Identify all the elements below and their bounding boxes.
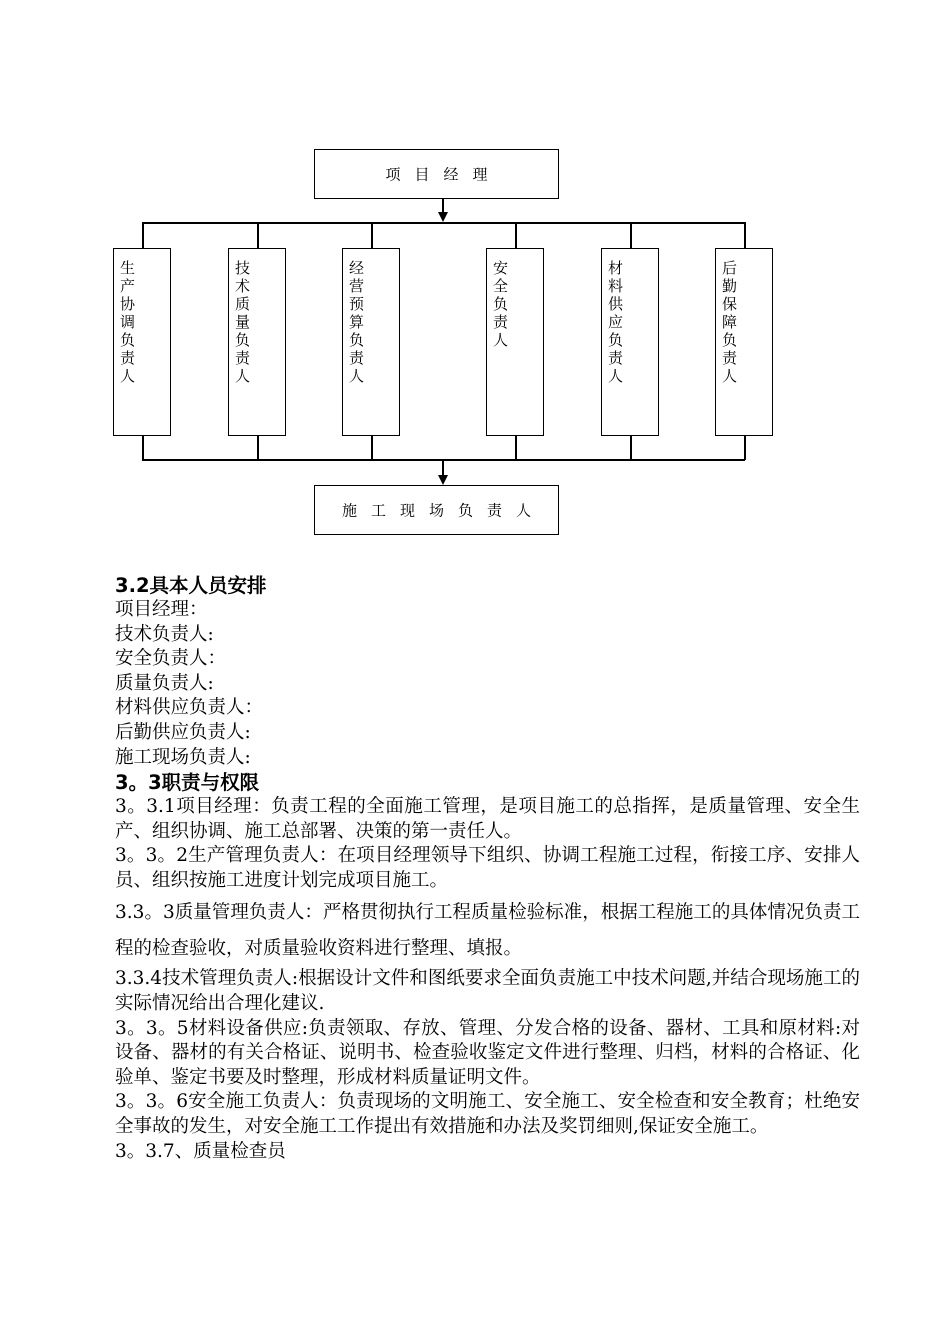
connector-top-vertical <box>442 199 444 213</box>
role-label: 后勤保障负责人 <box>722 259 738 385</box>
duty-paragraph: 3。3.1项目经理：负责工程的全面施工管理，是项目施工的总指挥，是质量管理、安全生产、组织协调、施工总部署、决策的第一责任人。 <box>115 796 860 842</box>
duty-paragraph: 3。3.7、质量检查员 <box>115 1140 286 1162</box>
section-heading: 3。3职责与权限 <box>115 771 260 794</box>
staff-item: 安全负责人： <box>115 648 227 670</box>
role-box-budget <box>342 248 400 436</box>
connector-drop <box>630 222 632 248</box>
connector-drop <box>744 222 746 248</box>
role-box-logistics <box>715 248 773 436</box>
duty-paragraph: 3。3。6安全施工负责人：负责现场的文明施工、安全施工、安全检查和安全教育；杜绝安全事故的发生，对安全施工工作提出有效措施和办法及奖罚细则,保证安全施工。 <box>115 1091 860 1137</box>
connector-drop <box>142 222 144 248</box>
site-manager-box <box>314 485 559 535</box>
staff-item: 施工现场负责人: <box>115 746 251 768</box>
staff-item: 材料供应负责人： <box>115 697 264 719</box>
connector-bottom-horizontal <box>142 459 745 461</box>
connector-drop <box>257 222 259 248</box>
role-box-technical-quality <box>228 248 286 436</box>
staff-item: 技术负责人: <box>115 623 214 645</box>
role-box-materials <box>601 248 659 436</box>
role-box-production <box>113 248 171 436</box>
staff-item: 项目经理： <box>115 599 208 620</box>
connector-rise <box>142 436 144 460</box>
staff-item: 质量负责人: <box>115 672 214 694</box>
duty-paragraph: 3。3。5材料设备供应:负责领取、存放、管理、分发合格的设备、器材、工具和原材料:对设备、器材的有关合格证、说明书、检查验收鉴定文件进行整理、归档，材料的合格证、化验单、鉴定书要及时整理，形成材料质量证明文件。 <box>115 1017 860 1088</box>
connector-rise <box>371 436 373 460</box>
connector-top-horizontal <box>142 222 745 224</box>
connector-rise <box>630 436 632 460</box>
duty-paragraph: 3.3.4技术管理负责人:根据设计文件和图纸要求全面负责施工中技术问题,并结合现场施工的实际情况给出合理化建议. <box>115 968 860 1014</box>
role-label: 生产协调负责人 <box>120 259 136 385</box>
role-label: 经营预算负责人 <box>349 259 365 385</box>
project-manager-label: 项目经理 <box>385 165 502 184</box>
duty-paragraph: 3。3。2生产管理负责人：在项目经理领导下组织、协调工程施工过程，衔接工序、安排人员、组织按施工进度计划完成项目施工。 <box>115 845 860 891</box>
role-label: 安全负责人 <box>493 259 509 349</box>
connector-rise <box>515 436 517 460</box>
section-3-2 <box>115 574 860 770</box>
connector-rise <box>257 436 259 460</box>
connector-rise <box>744 436 746 460</box>
arrow-down-icon <box>438 475 448 485</box>
role-label: 技术质量负责人 <box>235 259 251 385</box>
project-manager-box <box>314 149 559 199</box>
section-heading: 3.2具本人员安排 <box>115 574 267 597</box>
role-label: 材料供应负责人 <box>608 259 624 385</box>
connector-drop <box>371 222 373 248</box>
staff-item: 后勤供应负责人: <box>115 721 251 743</box>
duty-paragraph: 3.3。3质量管理负责人：严格贯彻执行工程质量检验标准，根据工程施工的具体情况负责工程的检查验收，对质量验收资料进行整理、填报。 <box>115 902 860 960</box>
role-box-safety <box>486 248 544 436</box>
connector-bottom-vertical <box>442 460 444 476</box>
site-manager-label: 施工现场负责人 <box>341 501 545 520</box>
section-3-3 <box>115 771 860 1164</box>
arrow-down-icon <box>438 212 448 222</box>
connector-drop <box>515 222 517 248</box>
